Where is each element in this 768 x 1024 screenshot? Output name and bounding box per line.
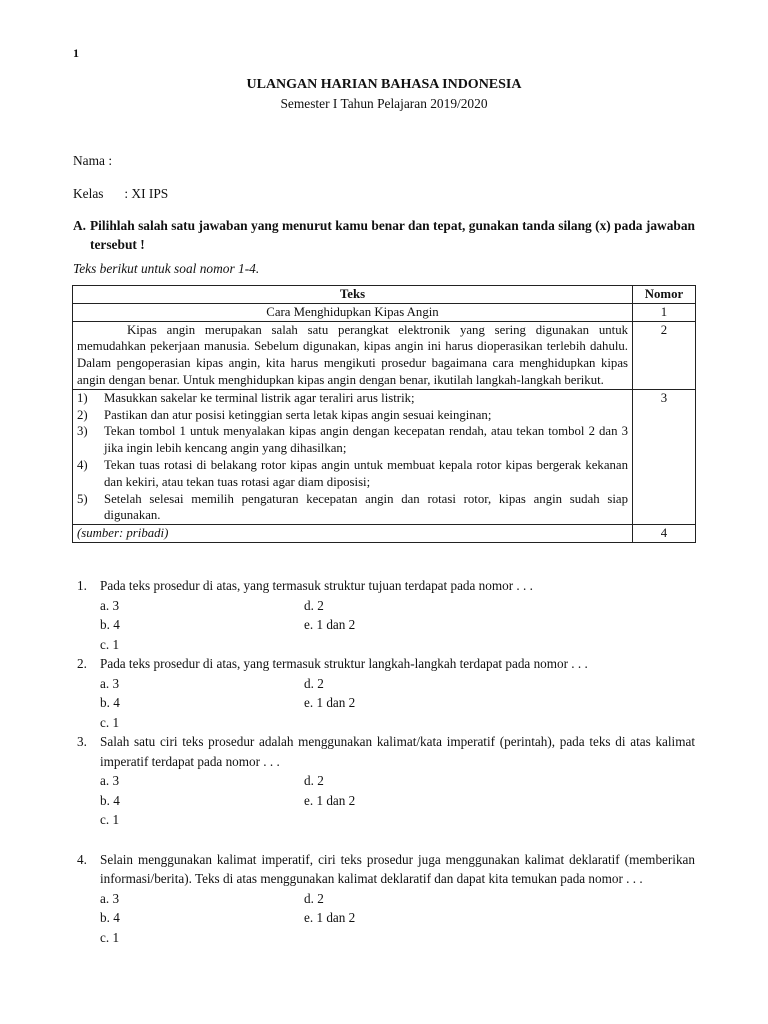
answer-options [73,771,695,830]
name-value: : [108,153,113,168]
step-item [77,491,628,525]
option-d[interactable]: d. 2 [304,675,324,691]
question-list [73,576,695,947]
option-a[interactable]: a. 3 [100,773,120,788]
step-item [77,390,628,407]
intro-paragraph: Kipas angin merupakan salah satu perangkat elektronik yang sering digunakan untuk memudahkan pekerjaan manusia. Sebelum digunakan, kipas angin ini harus dioperasikan terlebih dahulu. Dalam pengoperasian kipas angin, kita harus mengikuti prosedur bagaimana cara menghidupkan kipas angin dengan benar. Untuk menghidupkan kipas angin dengan benar, ikutilah langkah-langkah berikut. [77,322,628,387]
number-cell: 2 [633,321,696,389]
instruction-text: Pilihlah salah satu jawaban yang menurut kamu benar dan tepat, gunakan tanda silang (x) pada jawaban tersebut ! [90,218,695,252]
question-3 [73,732,695,830]
option-e[interactable]: e. 1 dan 2 [304,617,356,632]
source-cell: (sumber: pribadi) [73,525,633,543]
question-text: Pada teks prosedur di atas, yang termasuk struktur langkah-langkah terdapat pada nomor . . . [100,656,588,671]
procedure-text-table [72,285,696,543]
answer-options [73,674,695,733]
exam-subtitle: Semester I Tahun Pelajaran 2019/2020 [280,96,488,111]
option-b[interactable]: b. 4 [100,617,120,632]
table-row [73,389,696,524]
step-number: 1) [77,390,88,405]
question-text: Pada teks prosedur di atas, yang termasuk struktur tujuan terdapat pada nomor . . . [100,578,533,593]
step-number: 2) [77,407,88,422]
text-intro: Teks berikut untuk soal nomor 1-4. [73,261,260,276]
table-row [73,525,696,543]
name-field [73,153,112,169]
step-number: 5) [77,491,88,506]
step-number: 4) [77,457,88,472]
option-a[interactable]: a. 3 [100,675,120,691]
question-1 [73,576,695,654]
step-text: Masukkan sakelar ke terminal listrik agar teraliri arus listrik; [104,390,415,405]
spacer [73,830,695,850]
option-c[interactable]: c. 1 [100,929,120,945]
name-label: Nama [73,153,105,168]
step-item [77,423,628,457]
section-letter: A. [73,218,87,233]
text-title-cell: Cara Menghidupkan Kipas Angin [73,303,633,321]
number-cell: 1 [633,303,696,321]
paragraph-cell [73,321,633,389]
question-number: 4. [77,851,87,867]
page-number: 1 [73,46,79,60]
class-value: : XI IPS [124,186,169,201]
answer-options [73,889,695,948]
step-number: 3) [77,424,88,439]
question-number: 1. [77,578,87,593]
table-row [73,303,696,321]
class-label: Kelas [73,186,104,201]
option-e[interactable]: e. 1 dan 2 [304,792,356,808]
step-text: Tekan tuas rotasi di belakang rotor kipas angin untuk membuat kepala rotor kipas bergerak kekanan dan kekiri, atau tekan tuas rotasi agar diam diposisi; [104,457,628,489]
step-text: Setelah selesai memilih pengaturan kecepatan angin dan rotasi rotor, kipas angin sudah siap digunakan. [104,491,628,523]
option-d[interactable]: d. 2 [304,597,324,613]
option-c[interactable]: c. 1 [100,812,120,827]
option-e[interactable]: e. 1 dan 2 [304,695,356,710]
option-a[interactable]: a. 3 [100,890,120,906]
header-number: Nomor [633,286,696,304]
option-a[interactable]: a. 3 [100,597,120,613]
question-number: 2. [77,656,87,671]
question-text: Selain menggunakan kalimat imperatif, ciri teks prosedur juga menggunakan kalimat deklaratif (memberikan informasi/berita). Teks di atas menggunakan kalimat deklaratif dan dapat kita temukan pada nomor . . . [100,851,695,886]
steps-list [77,390,628,524]
section-instruction [73,216,695,254]
answer-options [73,596,695,655]
option-e[interactable]: e. 1 dan 2 [304,910,356,925]
option-c[interactable]: c. 1 [100,714,120,730]
exam-title: ULANGAN HARIAN BAHASA INDONESIA [246,77,522,92]
step-item [77,457,628,491]
class-field [73,186,168,202]
step-text: Tekan tombol 1 untuk menyalakan kipas angin dengan kecepatan rendah, atau tekan tombol 2 dan 3 jika ingin lebih kencang angin yang dihasilkan; [104,424,628,456]
table-row [73,321,696,389]
question-4 [73,850,695,948]
question-text: Salah satu ciri teks prosedur adalah menggunakan kalimat/kata imperatif (perintah), pada teks di atas kalimat imperatif terdapat pada nomor . . . [100,734,695,769]
option-b[interactable]: b. 4 [100,792,120,808]
option-c[interactable]: c. 1 [100,636,120,652]
number-cell: 4 [633,525,696,543]
step-item [77,407,628,424]
step-text: Pastikan dan atur posisi ketinggian serta letak kipas angin sesuai keinginan; [104,407,492,422]
question-number: 3. [77,734,87,749]
question-2 [73,654,695,732]
option-b[interactable]: b. 4 [100,695,120,710]
option-b[interactable]: b. 4 [100,910,120,925]
number-cell: 3 [633,389,696,524]
option-d[interactable]: d. 2 [304,773,324,788]
steps-cell [73,389,633,524]
table-header-row [73,286,696,304]
header-text: Teks [73,286,633,304]
option-d[interactable]: d. 2 [304,890,324,906]
